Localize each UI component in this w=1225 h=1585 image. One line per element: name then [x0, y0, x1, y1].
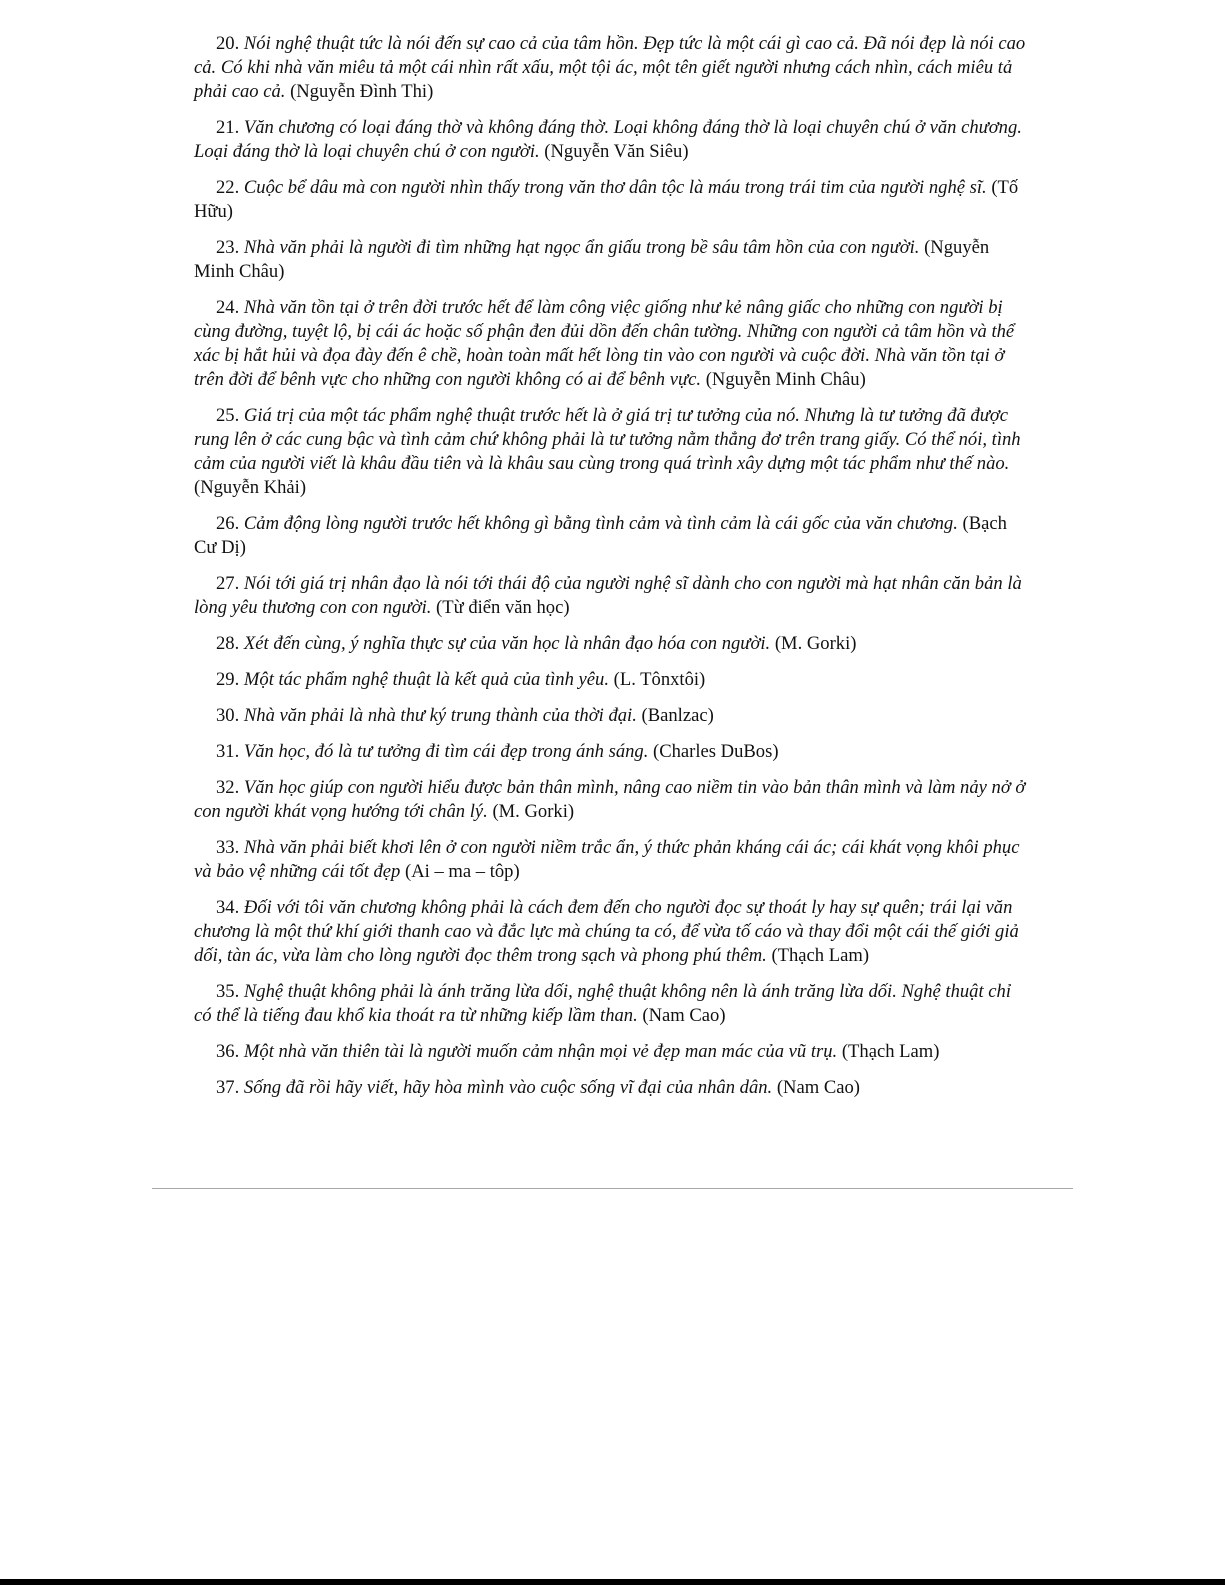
- quote-number: 37.: [216, 1077, 240, 1098]
- quote-text: Nghệ thuật không phải là ánh trăng lừa dối, nghệ thuật không nên là ánh trăng lừa dối. Nghệ thuật chỉ có thể là tiếng đau khổ kia thoát ra từ những kiếp lầm than.: [194, 981, 1011, 1026]
- quote-number: 30.: [216, 705, 240, 726]
- quote-item: [194, 32, 1029, 104]
- quote-author: (Nguyễn Khải): [194, 477, 307, 498]
- quote-item: [194, 896, 1029, 968]
- quote-author: (Bạch Cư Dị): [194, 513, 1007, 558]
- quote-text: Nhà văn phải biết khơi lên ở con người niềm trắc ẩn, ý thức phản kháng cái ác; cái khát vọng khôi phục và bảo vệ những cái tốt đẹp: [194, 837, 1020, 882]
- quote-author: (Từ điển văn học): [436, 597, 570, 618]
- quote-item: [194, 572, 1029, 620]
- quote-author: (Banlzac): [641, 705, 714, 726]
- quote-item: [194, 1076, 1029, 1100]
- quote-text: Một nhà văn thiên tài là người muốn cảm nhận mọi vẻ đẹp man mác của vũ trụ.: [243, 1041, 838, 1062]
- quote-number: 36.: [216, 1041, 240, 1062]
- quote-text: Giá trị của một tác phẩm nghệ thuật trước hết là ở giá trị tư tưởng của nó. Nhưng là tư tưởng đã được rung lên ở các cung bậc và tình cảm chứ không phải là tư tưởng nằm thẳng đơ trên trang giấy. Có thể nói, tình cảm của người viết là khâu đầu tiên và là khâu sau cùng trong quá trình xây dựng một tác phẩm như thế nào.: [194, 405, 1021, 474]
- page-bottom-edge: [0, 1579, 1225, 1585]
- quote-number: 20.: [216, 33, 240, 54]
- quote-item: [194, 980, 1029, 1028]
- quote-text: Cảm động lòng người trước hết không gì bằng tình cảm và tình cảm là cái gốc của văn chương.: [243, 513, 958, 534]
- quote-number: 34.: [216, 897, 240, 918]
- quote-text: Nhà văn tồn tại ở trên đời trước hết để làm công việc giống như kẻ nâng giấc cho những con người bị cùng đường, tuyệt lộ, bị cái ác hoặc số phận đen đủi dồn đến chân tường. Những con người cả tâm hồn và thể xác bị hắt hủi và đọa đày đến ê chề, hoàn toàn mất hết lòng tin vào con người và cuộc đời. Nhà văn tồn tại ở trên đời để bênh vực cho những con người không có ai để bênh vực.: [194, 297, 1015, 390]
- quote-item: [194, 632, 1029, 656]
- quote-text: Nói tới giá trị nhân đạo là nói tới thái độ của người nghệ sĩ dành cho con người mà hạt nhân căn bản là lòng yêu thương con con người.: [194, 573, 1022, 618]
- quote-number: 28.: [216, 633, 240, 654]
- quote-item: [194, 776, 1029, 824]
- quote-text: Nhà văn phải là nhà thư ký trung thành của thời đại.: [243, 705, 637, 726]
- quote-number: 26.: [216, 513, 240, 534]
- quote-text: Nhà văn phải là người đi tìm những hạt ngọc ẩn giấu trong bề sâu tâm hồn của con người.: [243, 237, 920, 258]
- quote-author: (M. Gorki): [492, 801, 575, 822]
- quote-text: Văn học giúp con người hiểu được bản thân mình, nâng cao niềm tin vào bản thân mình và làm nảy nở ở con người khát vọng hướng tới chân lý.: [194, 777, 1026, 822]
- quote-author: (M. Gorki): [774, 633, 857, 654]
- quote-number: 27.: [216, 573, 240, 594]
- page-divider: [152, 1188, 1073, 1189]
- quote-number: 32.: [216, 777, 240, 798]
- quote-author: (Charles DuBos): [653, 741, 779, 762]
- quote-author: (Nguyễn Đình Thi): [290, 81, 434, 102]
- quote-item: [194, 740, 1029, 764]
- quote-author: (L. Tônxtôi): [613, 669, 706, 690]
- document-body: [194, 32, 1029, 1112]
- quote-number: 23.: [216, 237, 240, 258]
- quote-item: [194, 236, 1029, 284]
- quote-item: [194, 1040, 1029, 1064]
- quote-item: [194, 836, 1029, 884]
- quote-text: Xét đến cùng, ý nghĩa thực sự của văn học là nhân đạo hóa con người.: [243, 633, 771, 654]
- quote-author: (Thạch Lam): [771, 945, 870, 966]
- quote-author: (Nguyễn Văn Siêu): [544, 141, 689, 162]
- quote-number: 35.: [216, 981, 240, 1002]
- quote-number: 21.: [216, 117, 240, 138]
- quote-number: 31.: [216, 741, 240, 762]
- quote-number: 22.: [216, 177, 240, 198]
- quote-text: Đối với tôi văn chương không phải là cách đem đến cho người đọc sự thoát ly hay sự quên; trái lại văn chương là một thứ khí giới thanh cao và đắc lực mà chúng ta có, để vừa tố cáo và thay đổi một cái thế giới giả dối, tàn ác, vừa làm cho lòng người đọc thêm trong sạch và phong phú thêm.: [194, 897, 1019, 966]
- quote-text: Văn chương có loại đáng thờ và không đáng thờ. Loại không đáng thờ là loại chuyên chú ở văn chương. Loại đáng thờ là loại chuyên chú ở con người.: [194, 117, 1022, 162]
- quote-text: Cuộc bể dâu mà con người nhìn thấy trong văn thơ dân tộc là máu trong trái tim của người nghệ sĩ.: [243, 177, 987, 198]
- quote-number: 24.: [216, 297, 240, 318]
- quote-item: [194, 668, 1029, 692]
- quote-number: 25.: [216, 405, 240, 426]
- quote-text: Văn học, đó là tư tưởng đi tìm cái đẹp trong ánh sáng.: [243, 741, 649, 762]
- quote-number: 29.: [216, 669, 240, 690]
- quote-author: (Thạch Lam): [841, 1041, 940, 1062]
- quote-item: [194, 296, 1029, 392]
- quote-author: (Tố Hữu): [194, 177, 1019, 222]
- quote-item: [194, 512, 1029, 560]
- quote-author: (Nguyễn Minh Châu): [194, 237, 990, 282]
- quote-item: [194, 116, 1029, 164]
- quote-text: Một tác phẩm nghệ thuật là kết quả của tình yêu.: [243, 669, 609, 690]
- quote-text: Nói nghệ thuật tức là nói đến sự cao cả của tâm hồn. Đẹp tức là một cái gì cao cả. Đã nói đẹp là nói cao cả. Có khi nhà văn miêu tả một cái nhìn rất xấu, một tội ác, một tên giết người nhưng cách nhìn, cách miêu tả phải cao cả.: [194, 33, 1026, 102]
- quote-author: (Ai – ma – tôp): [405, 861, 520, 882]
- quote-item: [194, 704, 1029, 728]
- quote-text: Sống đã rồi hãy viết, hãy hòa mình vào cuộc sống vĩ đại của nhân dân.: [243, 1077, 773, 1098]
- quote-item: [194, 404, 1029, 500]
- quote-item: [194, 176, 1029, 224]
- quote-author: (Nam Cao): [776, 1077, 860, 1098]
- quote-number: 33.: [216, 837, 240, 858]
- quote-author: (Nam Cao): [642, 1005, 726, 1026]
- quote-author: (Nguyễn Minh Châu): [705, 369, 866, 390]
